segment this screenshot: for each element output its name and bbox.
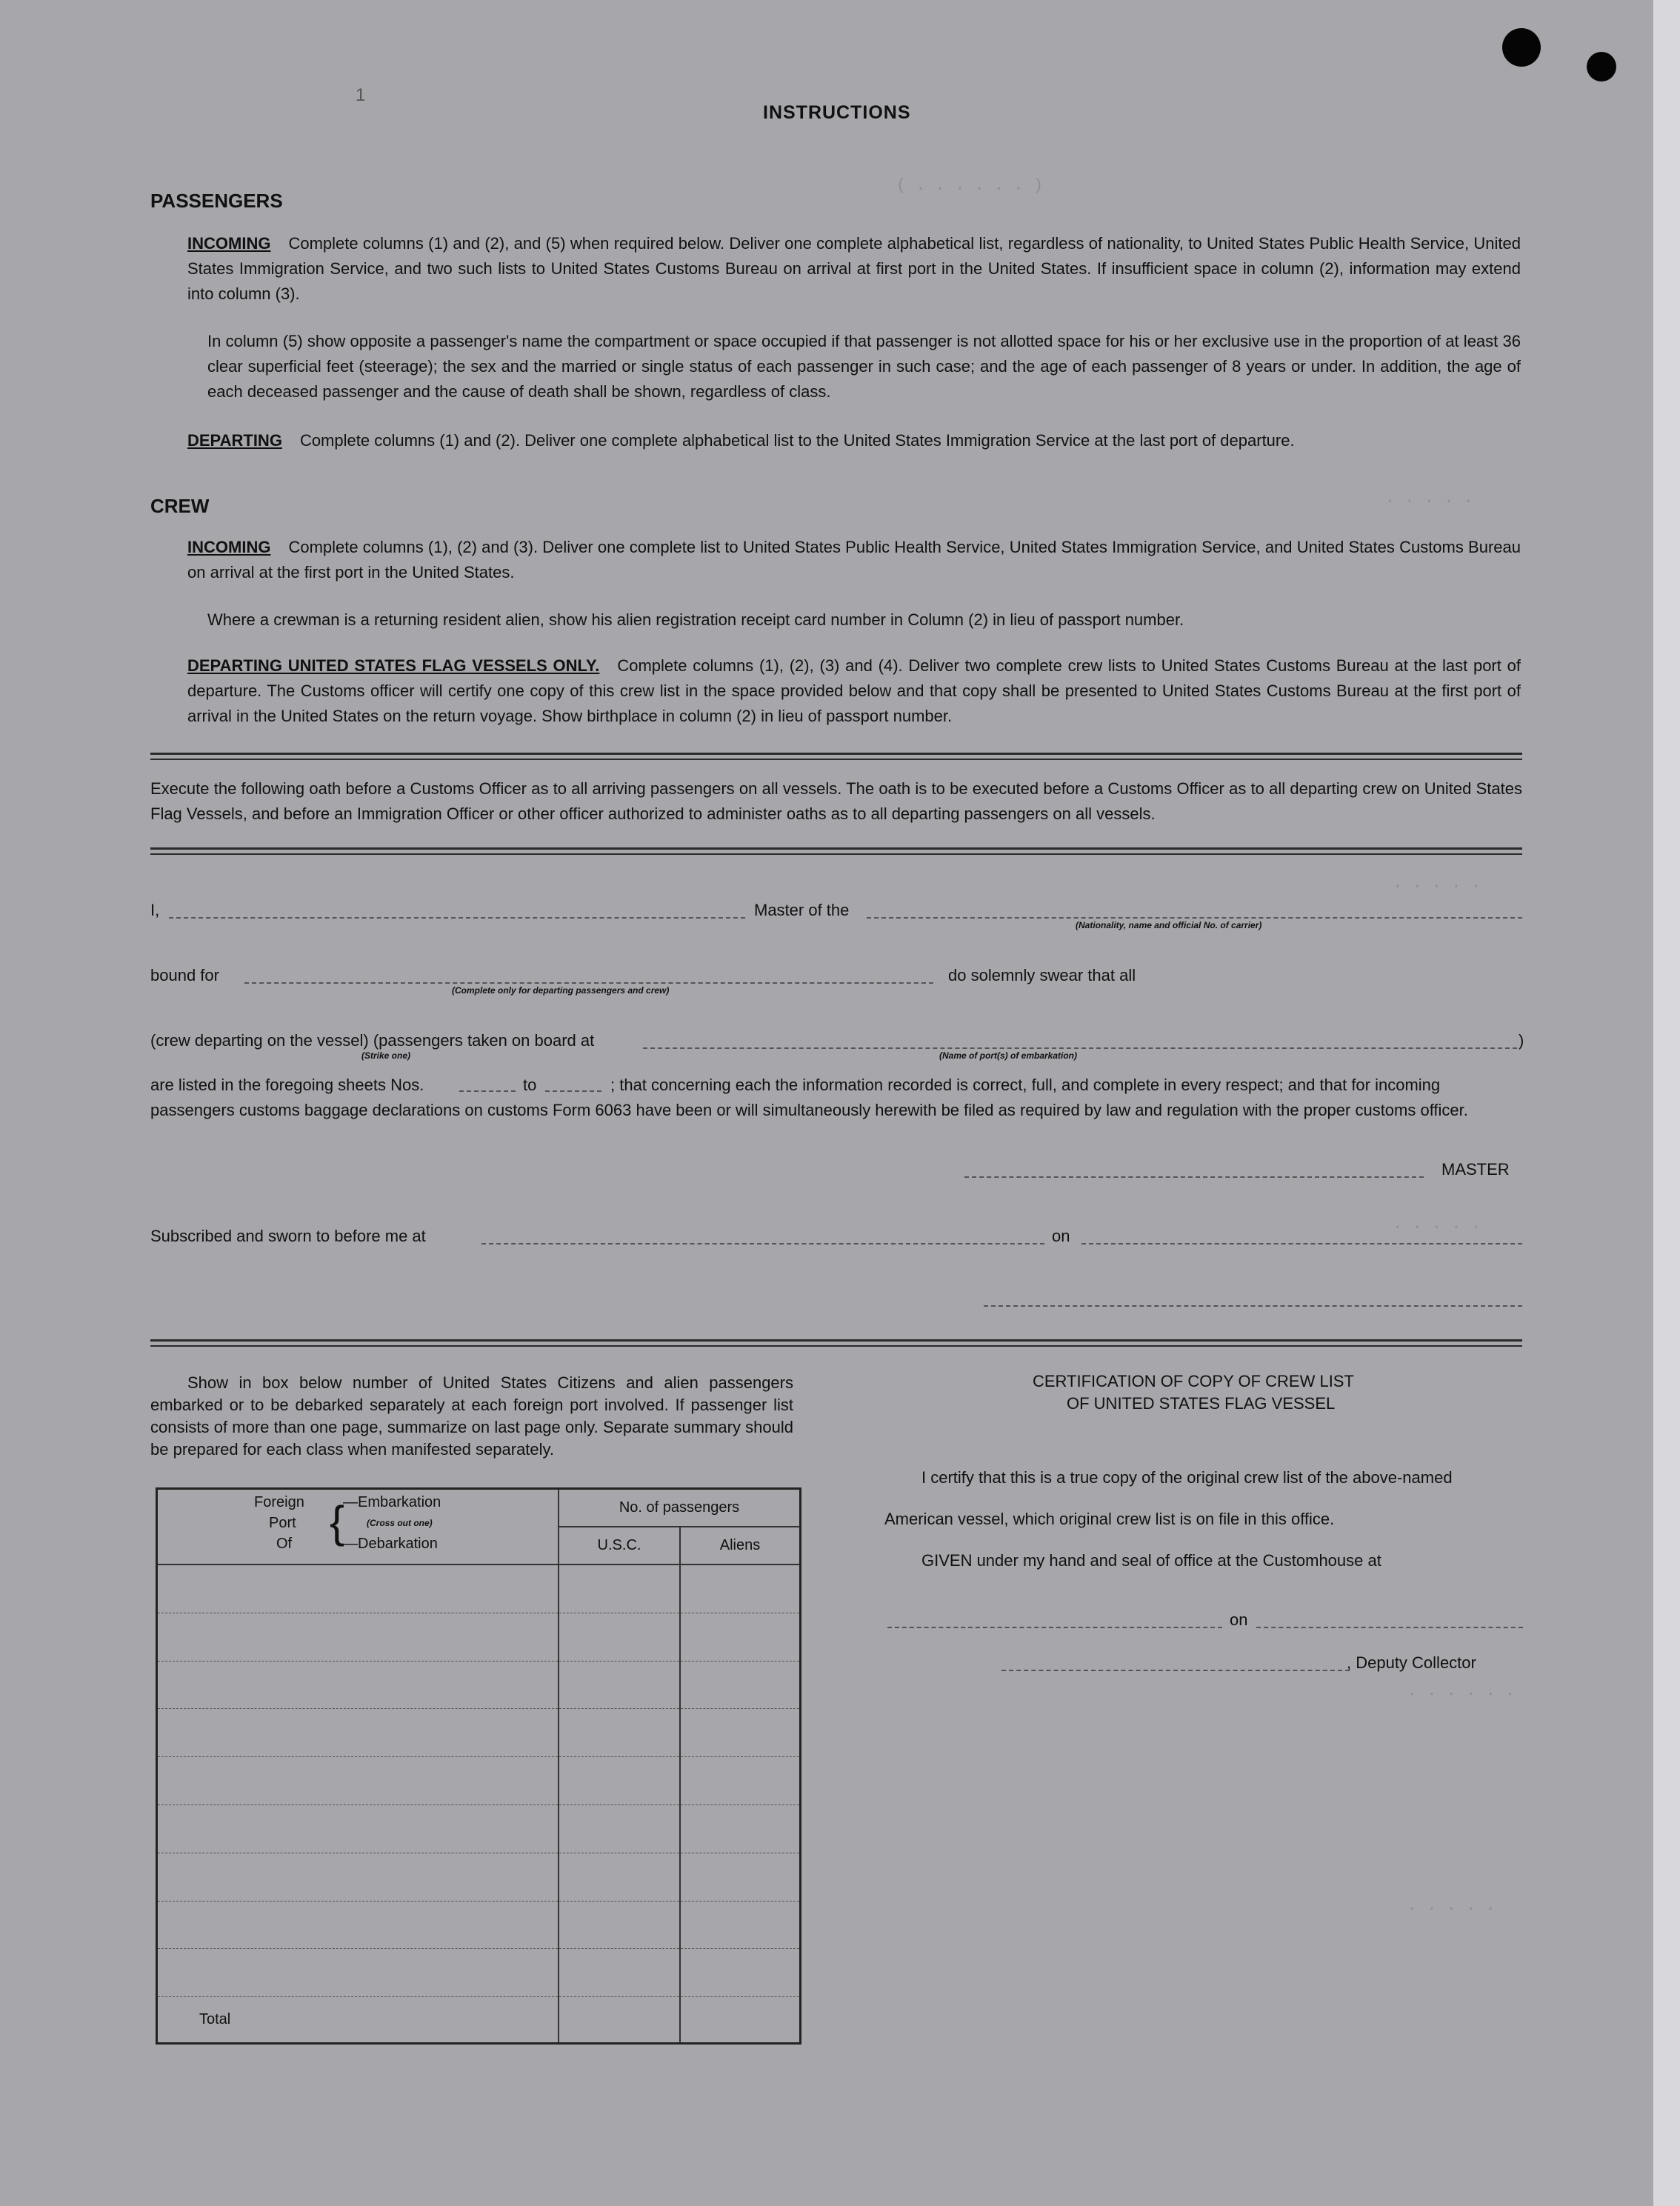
embarkation-label: —Embarkation: [343, 1494, 441, 1510]
table-row[interactable]: [157, 1709, 559, 1757]
certify-text-1: I certify that this is a true copy of the original crew list of the above-named: [921, 1468, 1453, 1487]
passengers-incoming-text: Complete columns (1) and (2), and (5) when required below. Deliver one complete alphabetical list, regardless of nationality, to United States Public Health Service, United States Immigration Service, and two such lists to United States Customs Bureau on arrival at first port in the United States. If insufficient space in column (2), information may extend into column (3).: [187, 234, 1521, 303]
table-row[interactable]: [157, 1949, 559, 1997]
total-row-label: Total: [199, 2011, 231, 2028]
table-row[interactable]: [157, 1853, 559, 1901]
crew-incoming-label: INCOMING: [187, 538, 271, 556]
usc-cell[interactable]: [559, 1709, 680, 1757]
debarkation-label: —Debarkation: [343, 1536, 438, 1552]
punch-hole: [1587, 52, 1616, 81]
sheet-to-field[interactable]: [545, 1090, 601, 1092]
bleed-through-text: . . . . . .: [1407, 1682, 1516, 1700]
strike-one-hint: (Strike one): [361, 1050, 411, 1061]
crew-heading: CREW: [150, 495, 210, 517]
aliens-cell[interactable]: [680, 1853, 801, 1901]
bound-for-label: bound for: [150, 966, 219, 984]
divider: [150, 1339, 1522, 1342]
summary-note: Show in box below number of United States Citizens and alien passengers embarked or to be debarked separately at each foreign port involved. If passenger list consists of more than one page, summarize on last page only. Separate summary should be prepared for each class when manifested separately.: [150, 1373, 793, 1459]
certification-title-2: OF UNITED STATES FLAG VESSEL: [1067, 1394, 1336, 1413]
crew-returning-paragraph: Where a crewman is a returning resident alien, show his alien registration receipt card number in Column (2) in lieu of passport number.: [207, 610, 1184, 629]
crew-departing-label: DEPARTING UNITED STATES FLAG VESSELS ONLY.: [187, 656, 600, 675]
aliens-cell[interactable]: [680, 1901, 801, 1949]
master-of-the-label: Master of the: [754, 901, 850, 919]
table-row[interactable]: [157, 1564, 559, 1613]
customhouse-field[interactable]: [887, 1627, 1222, 1628]
foreign-port-header: [157, 1489, 559, 1565]
table-row[interactable]: [157, 1901, 559, 1949]
aliens-cell[interactable]: [680, 1661, 801, 1709]
page-mark: 1: [356, 85, 366, 105]
aliens-header: Aliens: [680, 1527, 801, 1564]
crew-departing-text: Complete columns (1), (2), (3) and (4). Deliver two complete crew lists to United States Customs Bureau at the last port of departure. The Customs officer will certify one copy of this crew list in the space provided below and that copy shall be presented to United States Customs Bureau at the first port of arrival in the United States on the return voyage. Show birthplace in column (2) in lieu of passport number.: [187, 656, 1521, 725]
port-embarkation-field[interactable]: [643, 1047, 1517, 1049]
usc-cell[interactable]: [559, 1901, 680, 1949]
officer-signature-field[interactable]: [984, 1305, 1522, 1307]
aliens-cell[interactable]: [680, 1757, 801, 1805]
oath-i-label: I,: [150, 901, 160, 919]
crew-incoming-text: Complete columns (1), (2) and (3). Deliver one complete list to United States Public Health Service, United States Immigration Service, and United States Customs Bureau on arrival at the first port in the United States.: [187, 538, 1521, 582]
master-label: MASTER: [1441, 1160, 1510, 1179]
bleed-through-text: . . . . .: [1385, 489, 1473, 507]
certify-text-2: American vessel, which original crew list is on file in this office.: [884, 1510, 1335, 1528]
no-passengers-header: No. of passengers: [559, 1489, 801, 1527]
crew-incoming-paragraph: [187, 535, 1521, 585]
crew-departing-paragraph: [187, 653, 1521, 729]
listed-text-2: passengers customs baggage declarations on customs Form 6063 have been or will simultaneously herewith be filed as required by law and regulation with the proper customs officer.: [150, 1101, 1468, 1119]
table-row[interactable]: [157, 1805, 559, 1853]
aliens-cell[interactable]: [680, 1949, 801, 1997]
passenger-summary-table: [156, 1487, 801, 2045]
aliens-cell[interactable]: [680, 1709, 801, 1757]
subscribed-place-field[interactable]: [481, 1243, 1044, 1244]
subscribed-on-label: on: [1052, 1227, 1070, 1245]
bleed-through-text: . . . . .: [1407, 1896, 1496, 1915]
deputy-signature-field[interactable]: [1001, 1670, 1350, 1671]
bleed-through-text: ( . . . . . . ): [896, 176, 1044, 195]
port-label: Port: [269, 1515, 296, 1531]
page-title: INSTRUCTIONS: [763, 102, 911, 123]
master-signature-field[interactable]: [964, 1176, 1424, 1178]
punch-hole: [1502, 28, 1541, 67]
usc-cell[interactable]: [559, 1805, 680, 1853]
deputy-collector-label: , Deputy Collector: [1347, 1653, 1476, 1672]
master-name-field[interactable]: [169, 917, 745, 919]
port-embarkation-hint: (Name of port(s) of embarkation): [939, 1050, 1078, 1061]
usc-cell[interactable]: [559, 1613, 680, 1661]
carrier-field[interactable]: [867, 917, 1522, 919]
oath-instructions: Execute the following oath before a Customs Officer as to all arriving passengers on all vessels. The oath is to be executed before a Customs Officer as to all departing crew on United States Flag Vessels, and before an Immigration Officer or other officer authorized to administer oaths as to all departing passengers on all vessels.: [150, 779, 1522, 823]
cross-out-hint: (Cross out one): [367, 1518, 433, 1528]
usc-cell[interactable]: [559, 1853, 680, 1901]
sheet-from-field[interactable]: [459, 1090, 516, 1092]
bound-for-hint: (Complete only for departing passengers and crew): [452, 985, 670, 996]
passengers-departing-text: Complete columns (1) and (2). Deliver one complete alphabetical list to the United States Immigration Service at the last port of departure.: [299, 431, 1295, 450]
aliens-cell[interactable]: [680, 1613, 801, 1661]
given-text: GIVEN under my hand and seal of office at the Customhouse at: [921, 1551, 1381, 1570]
aliens-cell[interactable]: [680, 1805, 801, 1853]
certification-date-field[interactable]: [1256, 1627, 1523, 1628]
passengers-departing-paragraph: [187, 428, 1521, 453]
table-row[interactable]: [157, 1661, 559, 1709]
divider: [150, 759, 1522, 760]
divider: [150, 1345, 1522, 1347]
bleed-through-text: . . . . .: [1393, 874, 1481, 893]
passengers-heading: PASSENGERS: [150, 190, 283, 212]
subscribed-label: Subscribed and sworn to before me at: [150, 1227, 426, 1245]
divider: [150, 853, 1522, 855]
close-paren: ): [1519, 1031, 1524, 1050]
solemnly-swear-text: do solemnly swear that all: [948, 966, 1136, 984]
sheet-to-label: to: [523, 1076, 537, 1094]
usc-cell[interactable]: [559, 1564, 680, 1613]
usc-cell[interactable]: [559, 1949, 680, 1997]
bleed-through-text: . . . . .: [1393, 1215, 1481, 1233]
usc-total-cell[interactable]: [559, 1997, 680, 2044]
usc-cell[interactable]: [559, 1661, 680, 1709]
column5-paragraph: In column (5) show opposite a passenger's name the compartment or space occupied if that passenger is not allotted space for his or her exclusive use in the proportion of at least 36 clear superficial feet (steerage); the sex and the married or single status of each passenger in such case; and the age of each passenger of 8 years or under. In addition, the age of each deceased passenger and the cause of death shall be shown, regardless of class.: [207, 332, 1521, 401]
carrier-hint: (Nationality, name and official No. of carrier): [1076, 920, 1262, 930]
page-edge: [1653, 0, 1680, 2206]
subscribed-date-field[interactable]: [1081, 1243, 1522, 1244]
table-row[interactable]: [157, 1757, 559, 1805]
divider: [150, 847, 1522, 850]
bound-for-field[interactable]: [244, 982, 933, 984]
table-row[interactable]: [157, 1613, 559, 1661]
usc-cell[interactable]: [559, 1757, 680, 1805]
aliens-total-cell[interactable]: [680, 1997, 801, 2044]
aliens-cell[interactable]: [680, 1564, 801, 1613]
listed-text-1: ; that concerning each the information recorded is correct, full, and complete in every respect; and that for incoming: [610, 1076, 1441, 1094]
certification-on-label: on: [1230, 1610, 1248, 1629]
passengers-incoming-label: INCOMING: [187, 234, 271, 253]
of-label: Of: [276, 1536, 293, 1552]
foreign-label: Foreign: [254, 1494, 304, 1510]
crew-departing-text: (crew departing on the vessel) (passengers taken on board at: [150, 1031, 595, 1050]
brace: {: [330, 1497, 345, 1547]
listed-prefix: are listed in the foregoing sheets Nos.: [150, 1076, 424, 1094]
usc-header: U.S.C.: [559, 1527, 680, 1564]
divider: [150, 753, 1522, 755]
certification-title-1: CERTIFICATION OF COPY OF CREW LIST: [1033, 1372, 1354, 1390]
passengers-departing-label: DEPARTING: [187, 431, 282, 450]
passengers-incoming-paragraph: [187, 231, 1521, 307]
